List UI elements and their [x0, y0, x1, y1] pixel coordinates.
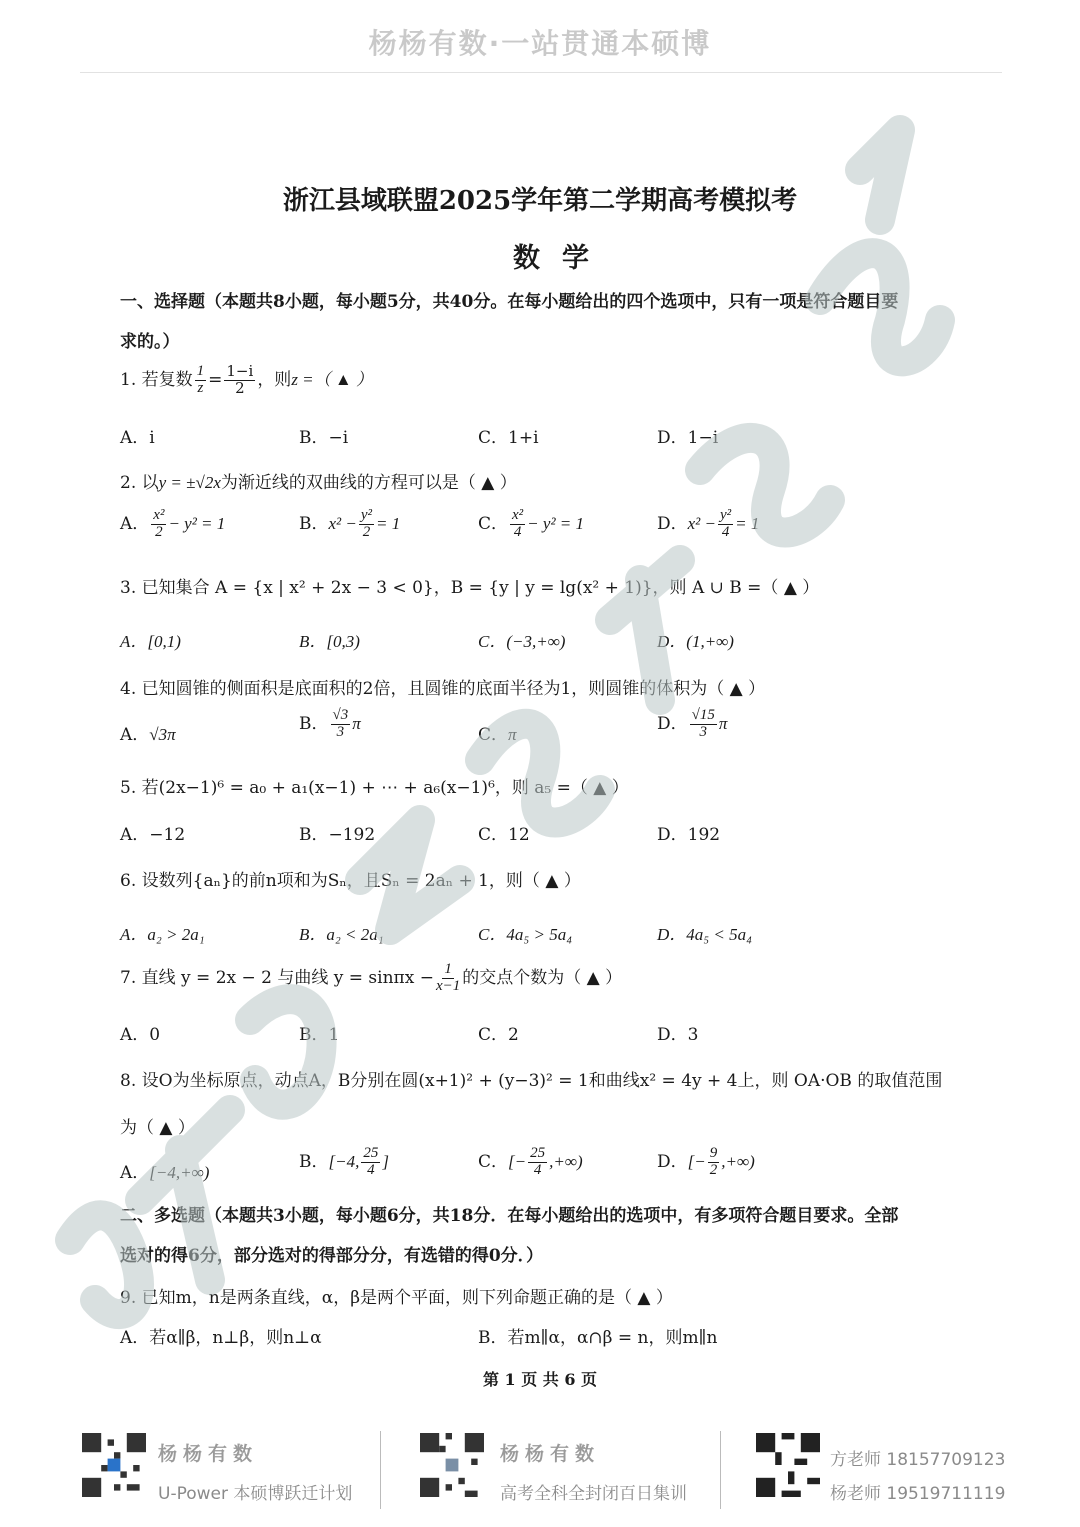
question-5: 5. 若(2x−1)⁶ = a₀ + a₁(x−1) + ⋯ + a₆(x−1)⁶，则 a₅ =（ ▲ ）	[120, 778, 629, 798]
q8-option-b: B．[−4, $\frac{25}{4}$ ]	[299, 1145, 389, 1178]
page-number: 第 1 页 共 6 页	[482, 1370, 598, 1389]
q3-option-b: B．[0,3)	[299, 632, 360, 651]
q1-option-b: B．−i	[299, 428, 349, 448]
q5-option-c: C．12	[478, 825, 530, 845]
q4-option-a: A．√3π	[120, 725, 176, 745]
footer-divider	[380, 1431, 381, 1509]
question-8: 8. 设O为坐标原点，动点A，B分别在圆(x+1)² + (y−3)² = 1和曲线x² = 4y + 4上，则 OA·OB 的取值范围	[120, 1071, 943, 1091]
exam-title: 浙江县域联盟2025学年第二学期高考模拟考	[282, 186, 798, 216]
footer-contact-1: 方老师 18157709123	[830, 1450, 1006, 1470]
footer-left-slogan: U-Power 本硕博跃迁计划	[158, 1484, 353, 1504]
q7-option-a: A．0	[120, 1025, 161, 1045]
q2-option-d: D．x² − $\frac{\text{y²}}{4}$ = 1	[657, 507, 760, 540]
question-1: 1. 若复数 $\frac{1}{z}$ = $\frac{1-i}{2}$ ，则z =（ ▲ ）	[120, 362, 373, 397]
q1-option-d: D．1−i	[657, 428, 719, 448]
footer-left-brand: 杨杨有数	[158, 1443, 259, 1465]
qr-code-icon	[756, 1433, 820, 1497]
q3-option-d: D．(1,+∞)	[657, 632, 734, 651]
qr-code-icon	[82, 1433, 146, 1497]
q6-option-b: B．a₂ < 2a₁	[299, 925, 384, 944]
q4-option-c: C．π	[478, 725, 517, 745]
q7-option-b: B．1	[299, 1025, 340, 1045]
q3-option-a: A．[0,1)	[120, 632, 181, 651]
footer-middle-slogan: 高考全科全封闭百日集训	[500, 1484, 687, 1504]
q2-option-b: B．x² − $\frac{\text{y²}}{2}$ = 1	[299, 507, 401, 540]
q1-option-a: A．i	[120, 428, 155, 448]
q8-option-d: D．[− $\frac{9}{2}$ ,+∞)	[657, 1145, 755, 1178]
q8-option-a: A．[−4,+∞)	[120, 1163, 210, 1183]
q1-option-c: C．1+i	[478, 428, 539, 448]
q5-option-d: D．192	[657, 825, 721, 845]
footer-middle-brand: 杨杨有数	[500, 1443, 601, 1465]
q5-option-b: B．−192	[299, 825, 376, 845]
q4-option-b: B． $\frac{√3}{3}$ π	[299, 707, 361, 740]
q9-option-b: B．若m∥α，α∩β = n，则m∥n	[478, 1328, 718, 1348]
q5-option-a: A．−12	[120, 825, 186, 845]
question-8-cont: 为（ ▲ ）	[120, 1118, 195, 1138]
q6-option-c: C．4a₅ > 5a₄	[478, 925, 573, 944]
footer-divider	[720, 1431, 721, 1509]
q2-option-a: A． $\frac{\text{x²}}{2}$ − y² = 1	[120, 507, 226, 540]
q6-option-d: D．4a₅ < 5a₄	[657, 925, 753, 944]
qr-code-icon	[420, 1433, 484, 1497]
exam-subject: 数学	[513, 243, 611, 274]
question-6: 6. 设数列{aₙ}的前n项和为Sₙ，且Sₙ = 2aₙ + 1，则（ ▲ ）	[120, 871, 581, 891]
footer	[0, 1425, 1080, 1525]
q7-option-d: D．3	[657, 1025, 699, 1045]
q6-option-a: A．a₂ > 2a₁	[120, 925, 205, 944]
q2-option-c: C． $\frac{\text{x²}}{4}$ − y² = 1	[478, 507, 585, 540]
q9-option-a: A．若α∥β，n⊥β，则n⊥α	[120, 1328, 322, 1348]
header-divider	[80, 72, 1002, 73]
footer-contact-2: 杨老师 19519711119	[830, 1484, 1006, 1504]
section1-heading: 一、选择题（本题共8小题，每小题5分，共40分。在每小题给出的四个选项中，只有一项是符合题目要 求的。）	[120, 292, 899, 352]
question-3: 3. 已知集合 A = {x | x² + 2x − 3 < 0}，B = {y | y = lg(x² + 1)}，则 A ∪ B =（ ▲ ）	[120, 578, 820, 598]
q7-option-c: C．2	[478, 1025, 519, 1045]
question-9: 9. 已知m，n是两条直线，α，β是两个平面，则下列命题正确的是（ ▲ ）	[120, 1288, 673, 1308]
q8-option-c: C．[− $\frac{25}{4}$ ,+∞)	[478, 1145, 583, 1178]
question-2: 2. 以y = ±√2x为渐近线的双曲线的方程可以是（ ▲ ）	[120, 473, 517, 493]
question-7: 7. 直线 y = 2x − 2 与曲线 y = sinπx − $\frac{1}{x-1}$ 的交点个数为（ ▲ ）	[120, 961, 623, 994]
q4-option-d: D． $\frac{√15}{3}$ π	[657, 707, 728, 740]
section2-heading: 二、多选题（本题共3小题，每小题6分，共18分．在每小题给出的选项中，有多项符合题目要求。全部 选对的得6分，部分选对的得部分分，有选错的得0分．）	[120, 1206, 899, 1266]
q3-option-c: C．(−3,+∞)	[478, 632, 566, 651]
question-4: 4. 已知圆锥的侧面积是底面积的2倍，且圆锥的底面半径为1，则圆锥的体积为（ ▲ ）	[120, 679, 766, 699]
header-brand: 杨杨有数·一站贯通本硕博	[368, 27, 712, 60]
